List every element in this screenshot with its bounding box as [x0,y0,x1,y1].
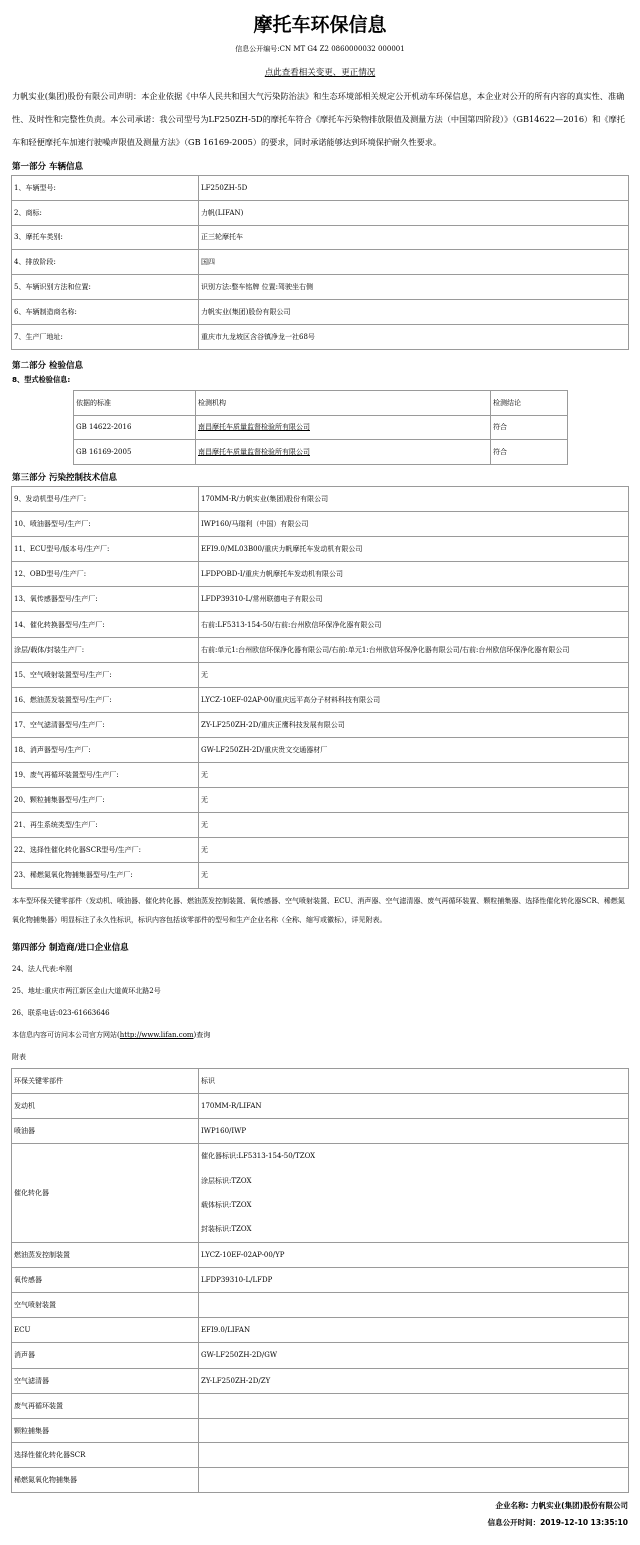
field-value: 正三轮摩托车 [199,225,629,250]
field-value: 无 [199,838,629,863]
field-label: 1、车辆型号: [12,176,199,201]
appendix-table [11,1068,629,1493]
part1-title: 第一部分 车辆信息 [12,162,83,172]
component-name: 颗粒捕集器 [12,1418,199,1443]
column-header: 标识 [199,1069,629,1094]
field-value: 右前:LF5313-154-50/右前:台州欧信环保净化器有限公司 [199,612,629,637]
result-cell: 符合 [491,440,568,465]
field-label: 22、选择性催化转化器SCR型号/生产厂: [12,838,199,863]
component-marks [199,1093,629,1118]
component-name: ECU [12,1317,199,1342]
table-row [12,299,629,324]
standard-cell: GB 14622-2016 [74,415,196,440]
inspection-table [73,390,568,465]
field-value: LF250ZH-5D [199,176,629,201]
legal-representative: 24、法人代表:牟刚 [12,965,73,973]
component-marks [199,1443,629,1468]
component-name: 空气喷射装置 [12,1293,199,1318]
table-row [12,1242,629,1267]
table-row [12,662,629,687]
part4-title: 第四部分 制造商/进口企业信息 [12,943,129,953]
field-label: 20、颗粒捕集器型号/生产厂: [12,788,199,813]
field-value: 国四 [199,250,629,275]
table-row [12,1144,629,1242]
mark-text: GW-LF250ZH-2D/GW [201,1351,278,1360]
column-header: 环保关键零部件 [12,1069,199,1094]
field-label: 涂层/载体/封装生产厂: [12,637,199,662]
table-row [12,1119,629,1144]
table-row [12,1093,629,1118]
field-label: 3、摩托车类别: [12,225,199,250]
component-name: 选择性催化转化器SCR [12,1443,199,1468]
website-query-prefix: 本信息内容可访问本公司官方网站( [12,1031,120,1039]
field-value: IWP160/马瑞利（中国）有限公司 [199,512,629,537]
field-label: 23、稀燃氮氧化物捕集器型号/生产厂: [12,863,199,888]
table-row [12,512,629,537]
field-value: 力帆实业(集团)股份有限公司 [199,299,629,324]
mark-text: IWP160/IWP [201,1127,247,1136]
table-row [12,1293,629,1318]
table-row [12,275,629,300]
field-value: 无 [199,662,629,687]
part2-title: 第二部分 检验信息 [12,361,83,371]
table-row [12,612,629,637]
component-name: 消声器 [12,1343,199,1368]
component-marks [199,1317,629,1342]
component-name: 氧传感器 [12,1267,199,1292]
part3-title: 第三部分 污染控制技术信息 [12,473,117,483]
pollution-control-table [11,486,629,889]
table-row [12,1418,629,1443]
table-row [12,1443,629,1468]
publication-number: 信息公开编号:CN MT G4 Z2 0860000032 000001 [235,45,405,53]
field-label: 2、商标: [12,200,199,225]
table-row [12,487,629,512]
field-value: LFDPOBD-I/重庆力帆摩托车发动机有限公司 [199,562,629,587]
table-row [12,1393,629,1418]
field-value: 识别方法:整车铭牌 位置:驾驶坐右侧 [199,275,629,300]
field-value: LFDP39310-L/常州联德电子有限公司 [199,587,629,612]
table-row [12,1368,629,1393]
component-name: 发动机 [12,1093,199,1118]
table-row [12,225,629,250]
field-label: 10、喷油器型号/生产厂: [12,512,199,537]
appendix-title: 附表 [12,1053,26,1061]
company-name: 企业名称: 力帆实业(集团)股份有限公司 [495,1501,628,1510]
component-name: 空气滤清器 [12,1368,199,1393]
field-label: 7、生产厂地址: [12,324,199,349]
column-header: 检测结论 [491,391,568,416]
field-value: 无 [199,763,629,788]
table-row [74,415,568,440]
field-label: 12、OBD型号/生产厂: [12,562,199,587]
field-value: 无 [199,788,629,813]
table-row [12,1267,629,1292]
field-label: 5、车辆识别方法和位置: [12,275,199,300]
marking-note: 本车型环保关键零部件（发动机、喷油器、催化转化器、燃油蒸发控制装置、氧传感器、空气喷射装置、ECU、消声器、空气滤清器、废气再循环装置、颗粒捕集器、选择性催化转化器SCR、稀燃氮氧化物捕集器）明显标注了永久性标识，标识内容包括该零部件的型号和生产企业名称（全称、缩写或徽标），详见附表。 [12,897,625,924]
field-label: 19、废气再循环装置型号/生产厂: [12,763,199,788]
mark-text: 封装标识:TZOX [201,1225,252,1234]
field-label: 9、发动机型号/生产厂: [12,487,199,512]
table-row [12,687,629,712]
table-row [12,587,629,612]
table-row [12,324,629,349]
table-row [12,250,629,275]
component-marks [199,1144,629,1242]
declaration: 力帆实业(集团)股份有限公司声明：本企业依据《中华人民共和国大气污染防治法》和生态环境部相关规定公开机动车环保信息，本企业对公开的所有内容的真实性、准确性、及时性和完整性负责。本公司承诺：我公司型号为LF250ZH-5D的摩托车符合《摩托车污染物排放限值及测量方法（中国第四阶段）》（GB14622—2016）和《摩托车和轻便摩托车加速行驶噪声限值及测量方法》（GB 16169-2005）的要求，同时承诺能够达到环境保护耐久性要求。 [12,91,625,147]
field-value: 无 [199,863,629,888]
mark-text: LFDP39310-L/LFDP [201,1275,273,1284]
component-marks [199,1368,629,1393]
field-value: 右前:单元1:台州欧信环保净化器有限公司/右前:单元1:台州欧信环保净化器有限公司/右前:台州欧信环保净化器有限公司 [199,637,629,662]
mark-text: EFI9.0/LIFAN [201,1325,251,1334]
column-header: 依据的标准 [74,391,196,416]
component-name: 废气再循环装置 [12,1393,199,1418]
mark-text: 催化器标识:LF5313-154-50/TZOX [201,1152,316,1161]
component-marks [199,1393,629,1418]
field-value: 力帆(LIFAN) [199,200,629,225]
field-value: EFI9.0/ML03B00/重庆力帆摩托车发动机有限公司 [199,537,629,562]
field-label: 17、空气滤清器型号/生产厂: [12,712,199,737]
field-label: 15、空气喷射装置型号/生产厂: [12,662,199,687]
table-row [12,813,629,838]
table-row [12,200,629,225]
field-label: 21、再生系统类型/生产厂: [12,813,199,838]
company-address: 25、地址:重庆市两江新区金山大道黄环北路2号 [12,987,161,995]
table-header-row [12,1069,629,1094]
table-row [12,863,629,888]
component-name: 稀燃氮氧化物捕集器 [12,1468,199,1493]
table-row [12,176,629,201]
page-title: 摩托车环保信息 [253,14,387,36]
field-label: 13、氧传感器型号/生产厂: [12,587,199,612]
agency-link[interactable]: 南昌摩托车质量监督检验所有限公司 [196,440,491,465]
type-test-subtitle: 8、型式检验信息: [12,375,71,384]
field-label: 18、消声器型号/生产厂: [12,737,199,762]
agency-link[interactable]: 南昌摩托车质量监督检验所有限公司 [196,415,491,440]
field-label: 4、排放阶段: [12,250,199,275]
vehicle-info-table [11,175,629,350]
field-label: 14、催化转换器型号/生产厂: [12,612,199,637]
component-marks [199,1119,629,1144]
website-link[interactable]: http://www.lifan.com [119,1031,194,1039]
component-name: 喷油器 [12,1119,199,1144]
field-label: 11、ECU型号/版本号/生产厂: [12,537,199,562]
table-row [12,763,629,788]
field-value: GW-LF250ZH-2D/重庆贵文交通器材厂 [199,737,629,762]
table-row [12,1317,629,1342]
mark-text: ZY-LF250ZH-2D/ZY [201,1376,271,1385]
mark-text: 涂层标识:TZOX [201,1176,252,1185]
table-row [12,537,629,562]
mark-text: 载体标识:TZOX [201,1200,252,1209]
mark-text: LYCZ-10EF-02AP-00/YP [201,1250,285,1259]
publish-time: 信息公开时间：2019-12-10 13:35:10 [487,1518,628,1527]
table-row [74,440,568,465]
table-row [12,712,629,737]
table-row [12,1468,629,1493]
field-label: 6、车辆制造商名称: [12,299,199,324]
table-row [12,562,629,587]
table-row [12,1343,629,1368]
component-marks [199,1468,629,1493]
contact-phone: 26、联系电话:023-61663646 [12,1009,110,1017]
component-marks [199,1343,629,1368]
table-row [12,637,629,662]
column-header: 检测机构 [196,391,491,416]
standard-cell: GB 16169-2005 [74,440,196,465]
mark-text: 170MM-R/LIFAN [201,1101,262,1110]
component-marks [199,1242,629,1267]
component-name: 催化转化器 [12,1144,199,1242]
field-label: 16、燃油蒸发装置型号/生产厂: [12,687,199,712]
component-marks [199,1267,629,1292]
table-row [12,737,629,762]
component-marks [199,1293,629,1318]
website-query [12,1030,210,1040]
changes-link[interactable]: 点此查看相关变更、更正情况 [264,68,376,78]
table-header-row [74,391,568,416]
result-cell: 符合 [491,415,568,440]
component-name: 燃油蒸发控制装置 [12,1242,199,1267]
website-query-suffix: )查询 [193,1031,211,1039]
table-row [12,788,629,813]
field-value: LYCZ-10EF-02AP-00/重庆远平高分子材料科技有限公司 [199,687,629,712]
field-value: 无 [199,813,629,838]
component-marks [199,1418,629,1443]
field-value: 170MM-R/力帆实业(集团)股份有限公司 [199,487,629,512]
table-row [12,838,629,863]
field-value: 重庆市九龙坡区含谷镇净龙一社68号 [199,324,629,349]
field-value: ZY-LF250ZH-2D/重庆正鹰科技发展有限公司 [199,712,629,737]
